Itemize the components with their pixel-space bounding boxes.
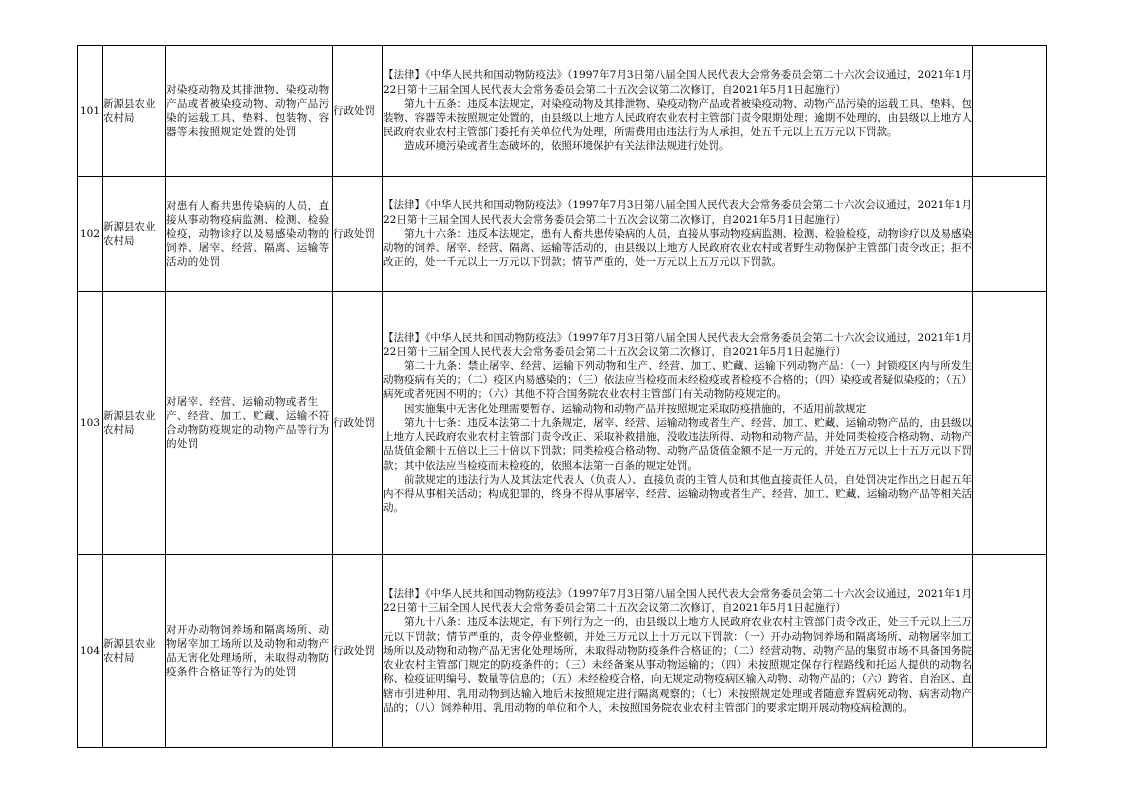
remarks-cell	[973, 292, 1047, 555]
law-article: 因实施集中无害化处理需要暂存、运输动物和动物产品并按照规定采取防疫措施的，不适用前款规定	[404, 402, 866, 415]
legal-basis-cell	[383, 46, 973, 177]
law-citation: 【法律】《中华人民共和国动物防疫法》（1997年7月3日第八届全国人民代表大会常务委员会第二十六次会议通过，2021年1月22日第十三届全国人民代表大会常务委员会第二十五次会议第二次修订，自2021年5月1日起施行）	[383, 199, 972, 226]
legal-basis-cell	[383, 177, 973, 292]
remarks-cell	[973, 555, 1047, 748]
law-citation: 【法律】《中华人民共和国动物防疫法》（1997年7月3日第八届全国人民代表大会常务委员会第二十六次会议通过，2021年1月22日第十三届全国人民代表大会常务委员会第二十五次会议第二次修订，自2021年5月1日起施行）	[383, 69, 972, 96]
item-name-cell: 对屠宰、经营、运输动物或者生产、经营、加工、贮藏、运输不符合动物防疫规定的动物产品等行为的处罚	[166, 292, 333, 555]
law-article: 前款规定的违法行为人及其法定代表人（负责人）、直接负责的主管人员和其他直接责任人员，自处罚决定作出之日起五年内不得从事相关活动；构成犯罪的，终身不得从事屠宰、经营、运输动物或者生产、经营、加工、贮藏、运输动物产品等相关活动。	[383, 473, 972, 515]
item-name-cell: 对染疫动物及其排泄物、染疫动物产品或者被染疫动物、动物产品污染的运载工具、垫料、包装物、容器等未按照规定处置的处罚	[166, 46, 333, 177]
law-article: 第九十八条：违反本法规定，有下列行为之一的，由县级以上地方人民政府农业农村主管部门责令改正，处三千元以上三万元以下罚款；情节严重的，责令停业整顿，并处三万元以上十万元以下罚款：（一）开办动物饲养场和隔离场所、动物屠宰加工场所以及动物和动物产品无害化处理场所，未取得动物防疫条件合格证的；（二）经营动物、动物产品的集贸市场不具备国务院农业农村主管部门规定的防疫条件的；（三）未经备案从事动物运输的；（四）未按照规定保存行程路线和托运人提供的动物名称、检疫证明编号、数量等信息的；（五）未经检疫合格，向无规定动物疫病区输入动物、动物产品的；（六）跨省、自治区、直辖市引进种用、乳用动物到达输入地后未按照规定进行隔离观察的；（七）未按照规定处理或者随意弃置病死动物、病害动物产品的；（八）饲养种用、乳用动物的单位和个人，未按照国务院农业农村主管部门的要求定期开展动物疫病检测的。	[383, 616, 972, 714]
department-cell: 新源县农业农村局	[103, 177, 166, 292]
law-article: 第二十九条：禁止屠宰、经营、运输下列动物和生产、经营、加工、贮藏、运输下列动物产品：（一）封锁疫区内与所发生动物疫病有关的；（二）疫区内易感染的；（三）依法应当检疫而未经检疫或者检疫不合格的；（四）染疫或者疑似染疫的；（五）病死或者死因不明的；（六）其他不符合国务院农业农村主管部门有关动物防疫规定的。	[383, 360, 972, 401]
law-article: 第九十五条：违反本法规定，对染疫动物及其排泄物、染疫动物产品或者被染疫动物、动物产品污染的运载工具、垫料、包装物、容器等未按照规定处置的，由县级以上地方人民政府农业农村主管部门责令限期处理；逾期不处理的，由县级以上地方人民政府农业农村主管部门委托有关单位代为处理，所需费用由违法行为人承担，处五千元以上五万元以下罚款。	[383, 97, 972, 139]
department-cell: 新源县农业农村局	[103, 555, 166, 748]
item-name-cell: 对开办动物饲养场和隔离场所、动物屠宰加工场所以及动物和动物产品无害化处理场所，未取得动物防疫条件合格证等行为的处罚	[166, 555, 333, 748]
law-article: 第九十七条：违反本法第二十九条规定，屠宰、经营、运输动物或者生产、经营、加工、贮藏、运输动物产品的，由县级以上地方人民政府农业农村主管部门责令改正、采取补救措施，没收违法所得、动物和动物产品，并处同类检疫合格动物、动物产品货值金额十五倍以上三十倍以下罚款；同类检疫合格动物、动物产品货值金额不足一万元的，并处五万元以上十五万元以下罚款；其中依法应当检疫而未检疫的，依照本法第一百条的规定处罚。	[383, 416, 972, 472]
row-number: 103	[78, 292, 103, 555]
legal-basis-cell	[383, 292, 973, 555]
legal-basis-cell	[383, 555, 973, 748]
row-number: 104	[78, 555, 103, 748]
item-type-cell: 行政处罚	[333, 555, 383, 748]
table-row	[78, 292, 1047, 555]
item-type-cell: 行政处罚	[333, 46, 383, 177]
remarks-cell	[973, 46, 1047, 177]
remarks-cell	[973, 177, 1047, 292]
law-citation: 【法律】《中华人民共和国动物防疫法》（1997年7月3日第八届全国人民代表大会常务委员会第二十六次会议通过，2021年1月22日第十三届全国人民代表大会常务委员会第二十五次会议第二次修订，自2021年5月1日起施行）	[383, 588, 972, 615]
department-cell: 新源县农业农村局	[103, 46, 166, 177]
item-name-cell: 对患有人畜共患传染病的人员，直接从事动物疫病监测、检测、检验检疫，动物诊疗以及易感染动物的饲养、屠宰、经营、隔离、运输等活动的处罚	[166, 177, 333, 292]
row-number: 101	[78, 46, 103, 177]
law-article: 第九十六条：违反本法规定，患有人畜共患传染病的人员，直接从事动物疫病监测、检测、检验检疫，动物诊疗以及易感染动物的饲养、屠宰、经营、隔离、运输等活动的，由县级以上地方人民政府农业农村或者野生动物保护主管部门责令改正；拒不改正的，处一千元以上一万元以下罚款；情节严重的，处一万元以上五万元以下罚款。	[383, 227, 972, 269]
table-row	[78, 177, 1047, 292]
law-article: 造成环境污染或者生态破坏的，依照环境保护有关法律法规进行处罚。	[404, 140, 730, 153]
enforcement-table	[77, 45, 1047, 748]
table-row	[78, 555, 1047, 748]
department-cell: 新源县农业农村局	[103, 292, 166, 555]
item-type-cell: 行政处罚	[333, 177, 383, 292]
law-citation: 【法律】《中华人民共和国动物防疫法》（1997年7月3日第八届全国人民代表大会常务委员会第二十六次会议通过，2021年1月22日第十三届全国人民代表大会常务委员会第二十五次会议第二次修订，自2021年5月1日起施行）	[383, 331, 972, 358]
table-row	[78, 46, 1047, 177]
row-number: 102	[78, 177, 103, 292]
item-type-cell: 行政处罚	[333, 292, 383, 555]
